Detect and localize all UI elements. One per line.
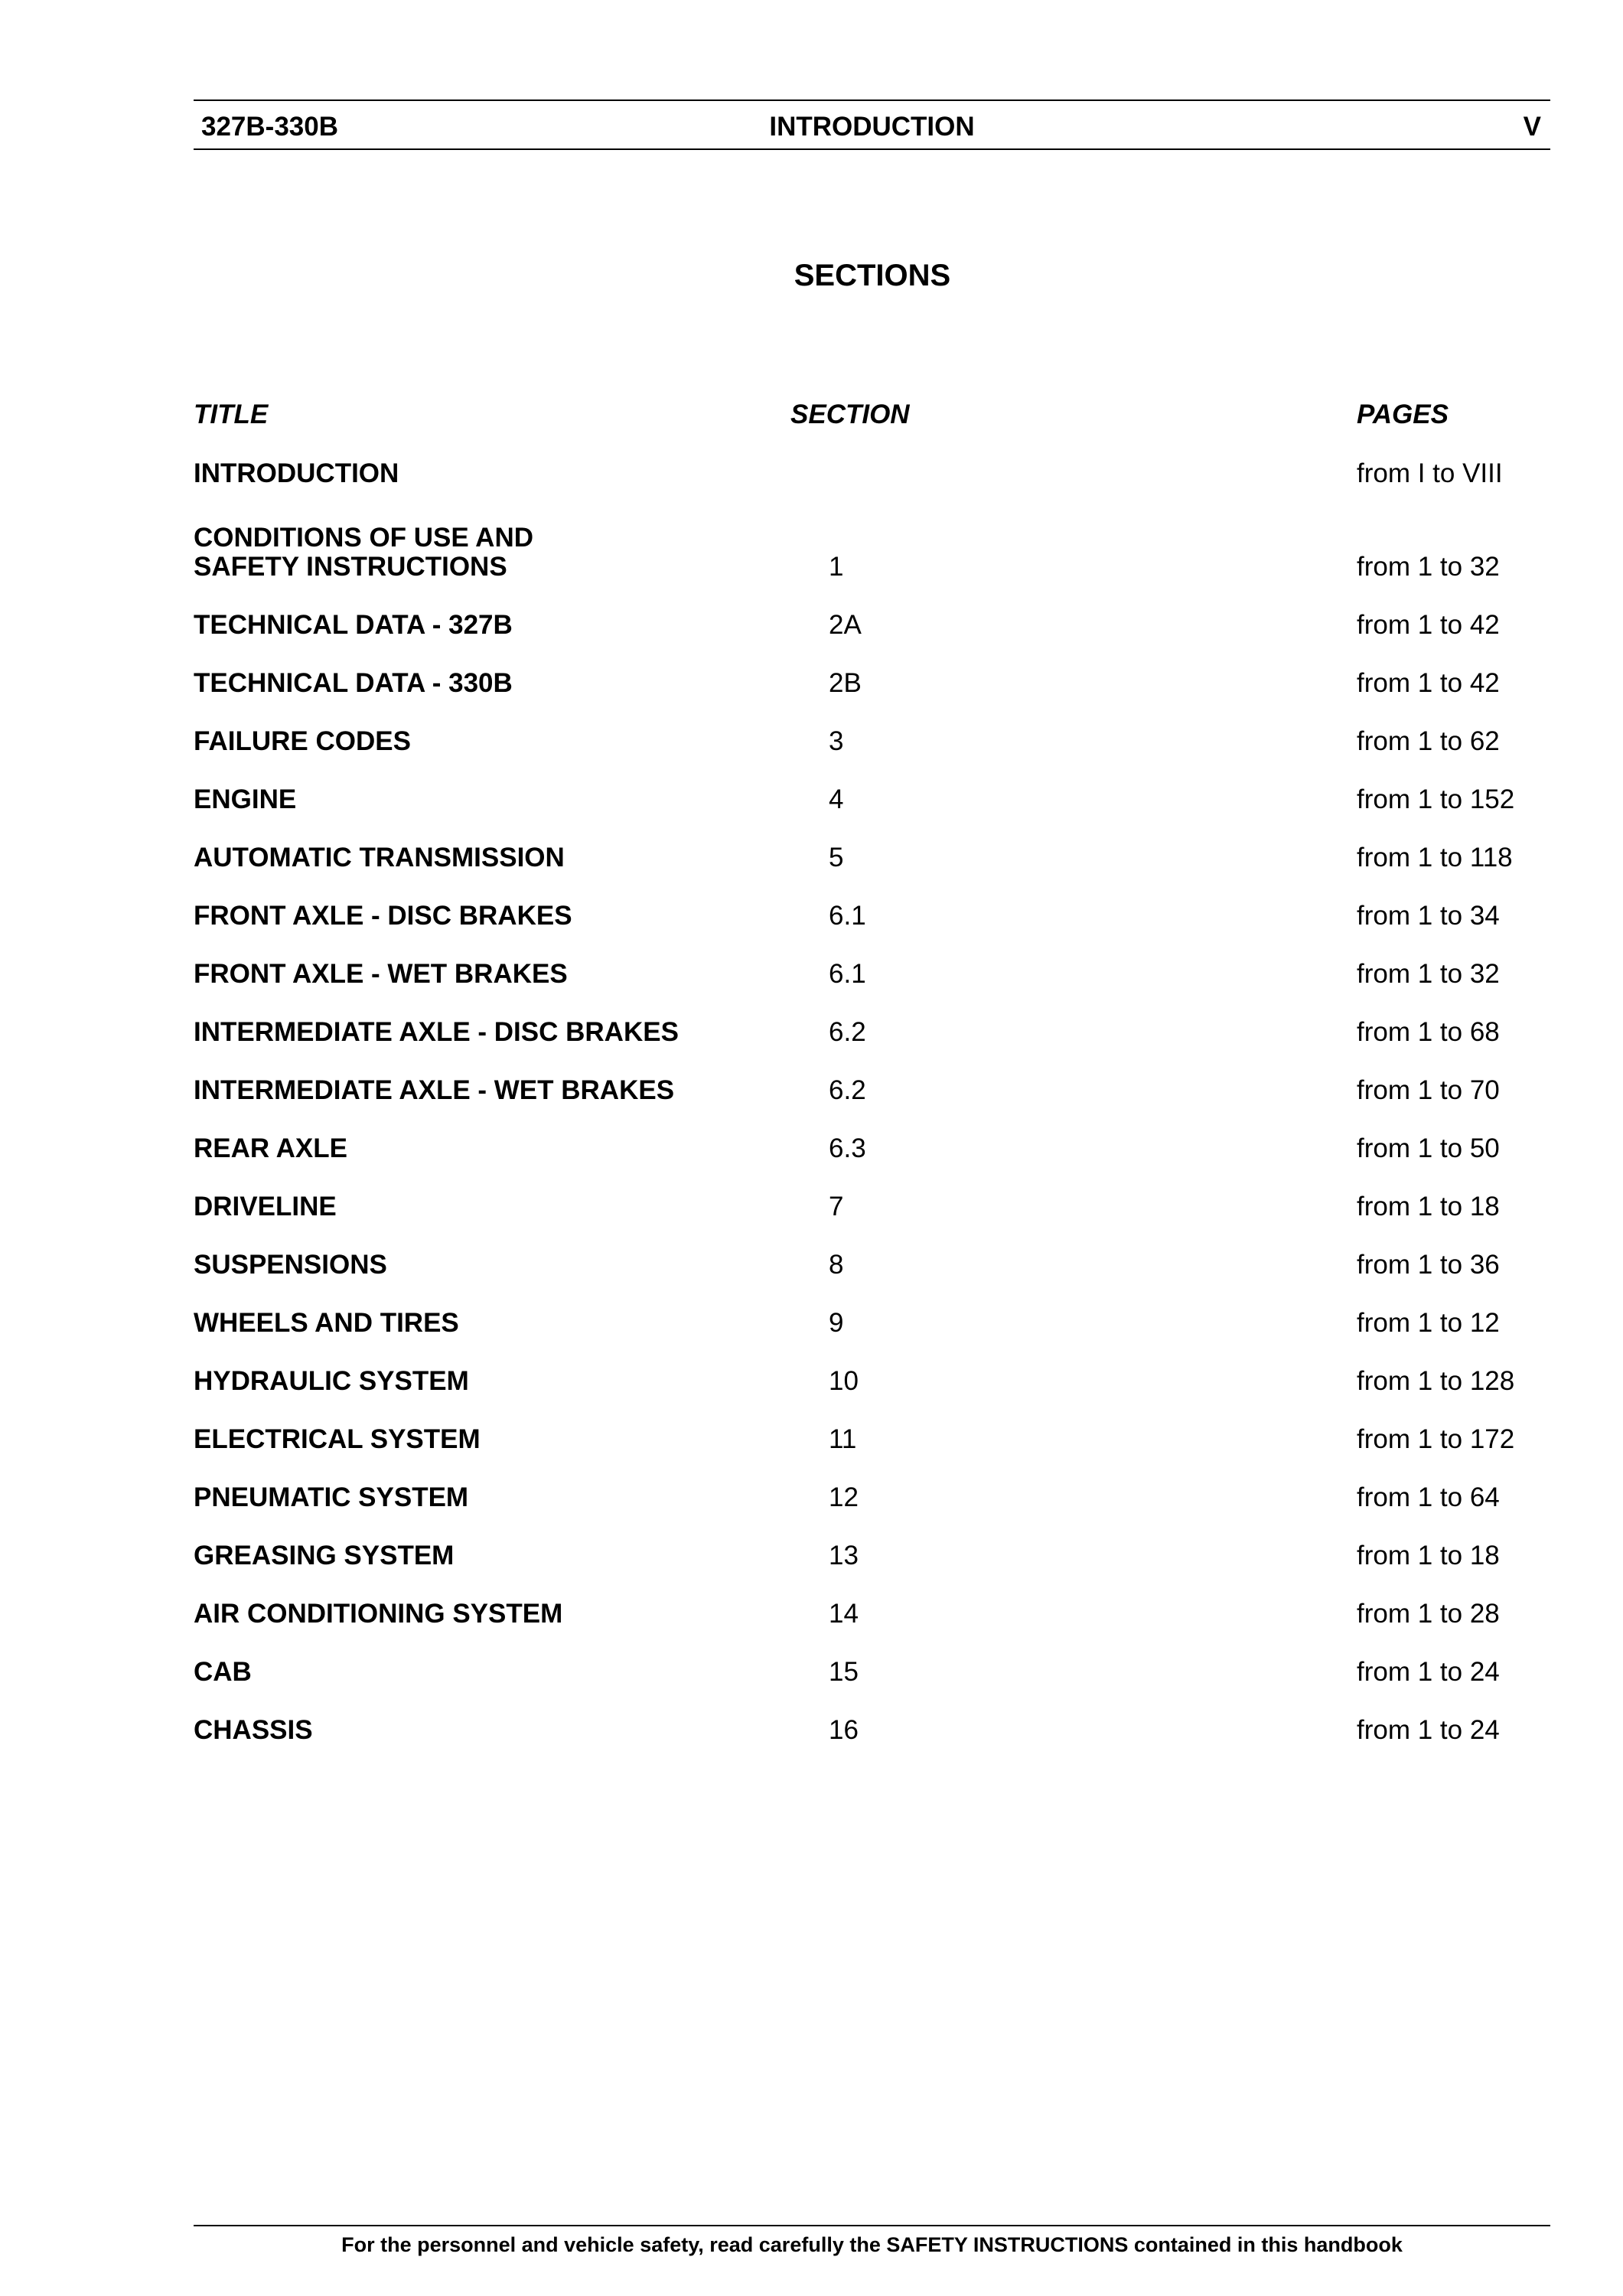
row-section: 4: [829, 784, 844, 814]
row-title: REAR AXLE: [194, 1133, 347, 1163]
row-pages: from 1 to 24: [1357, 1715, 1500, 1745]
row-title: CONDITIONS OF USE AND SAFETY INSTRUCTIONS: [194, 523, 533, 582]
row-title: TECHNICAL DATA - 327B: [194, 610, 513, 640]
row-pages: from 1 to 36: [1357, 1250, 1500, 1280]
row-pages: from 1 to 70: [1357, 1075, 1500, 1105]
row-title: INTERMEDIATE AXLE - DISC BRAKES: [194, 1017, 679, 1047]
row-pages: from 1 to 42: [1357, 610, 1500, 640]
row-title: FRONT AXLE - DISC BRAKES: [194, 901, 572, 931]
row-pages: from 1 to 172: [1357, 1424, 1515, 1454]
row-section: 6.2: [829, 1075, 866, 1105]
row-pages: from 1 to 34: [1357, 901, 1500, 931]
table-row: [0, 1540, 1623, 1570]
row-title: DRIVELINE: [194, 1192, 337, 1221]
row-pages: from 1 to 152: [1357, 784, 1515, 814]
row-pages: from 1 to 62: [1357, 726, 1500, 756]
table-row: [0, 609, 1623, 640]
row-pages: from 1 to 24: [1357, 1657, 1500, 1687]
row-section: 2B: [829, 668, 862, 698]
footer-safety-note: For the personnel and vehicle safety, read carefully the SAFETY INSTRUCTIONS contained in this handbook: [341, 2233, 1403, 2256]
row-section: 8: [829, 1250, 844, 1280]
chapter-title: INTRODUCTION: [769, 112, 975, 142]
row-section: 6.2: [829, 1017, 866, 1047]
column-header-pages: PAGES: [1357, 400, 1449, 429]
row-section: 3: [829, 726, 844, 756]
table-row: [0, 726, 1623, 756]
row-pages: from 1 to 32: [1357, 552, 1500, 582]
row-pages: from 1 to 42: [1357, 668, 1500, 698]
row-section: 6.1: [829, 901, 866, 931]
row-title: INTERMEDIATE AXLE - WET BRAKES: [194, 1075, 675, 1105]
row-title: PNEUMATIC SYSTEM: [194, 1482, 469, 1512]
table-row: [0, 523, 1623, 582]
row-title: ENGINE: [194, 784, 297, 814]
table-row: [0, 842, 1623, 872]
row-pages: from 1 to 50: [1357, 1133, 1500, 1163]
row-pages: from 1 to 128: [1357, 1366, 1515, 1396]
row-pages: from 1 to 118: [1357, 843, 1513, 872]
row-pages: from 1 to 32: [1357, 959, 1500, 989]
table-row: [0, 784, 1623, 814]
row-pages: from 1 to 64: [1357, 1482, 1500, 1512]
row-title: SUSPENSIONS: [194, 1250, 387, 1280]
table-row: [0, 1249, 1623, 1280]
table-row: [0, 1307, 1623, 1338]
row-section: 2A: [829, 610, 862, 640]
row-section: 11: [829, 1424, 857, 1454]
row-pages: from 1 to 68: [1357, 1017, 1500, 1047]
row-title: INTRODUCTION: [194, 458, 399, 488]
table-row: [0, 1365, 1623, 1396]
column-header-section: SECTION: [790, 400, 910, 429]
row-title: WHEELS AND TIRES: [194, 1308, 459, 1338]
row-section: 1: [829, 552, 844, 582]
row-pages: from 1 to 18: [1357, 1192, 1500, 1221]
table-row: [0, 1424, 1623, 1454]
row-title: HYDRAULIC SYSTEM: [194, 1366, 469, 1396]
table-row: [0, 900, 1623, 931]
row-section: 6.3: [829, 1133, 866, 1163]
row-section: 12: [829, 1482, 859, 1512]
row-section: 16: [829, 1715, 859, 1745]
row-section: 15: [829, 1657, 859, 1687]
table-row: [0, 458, 1623, 488]
row-section: 14: [829, 1599, 859, 1629]
table-row: [0, 1075, 1623, 1105]
table-row: [0, 1598, 1623, 1629]
row-pages: from 1 to 28: [1357, 1599, 1500, 1629]
row-title: FAILURE CODES: [194, 726, 411, 756]
row-title: TECHNICAL DATA - 330B: [194, 668, 513, 698]
table-row: [0, 1714, 1623, 1745]
table-row: [0, 1133, 1623, 1163]
row-pages: from 1 to 12: [1357, 1308, 1500, 1338]
table-row: [0, 1016, 1623, 1047]
row-title: GREASING SYSTEM: [194, 1541, 455, 1570]
row-section: 7: [829, 1192, 844, 1221]
model-number: 327B-330B: [201, 112, 338, 142]
row-title: CAB: [194, 1657, 252, 1687]
row-title: FRONT AXLE - WET BRAKES: [194, 959, 568, 989]
row-section: 10: [829, 1366, 859, 1396]
footer-divider: [194, 2225, 1550, 2226]
table-row: [0, 1482, 1623, 1512]
row-pages: from I to VIII: [1357, 458, 1503, 488]
page-number: V: [1523, 112, 1541, 142]
row-title: AIR CONDITIONING SYSTEM: [194, 1599, 563, 1629]
row-title: ELECTRICAL SYSTEM: [194, 1424, 481, 1454]
table-row: [0, 1656, 1623, 1687]
row-pages: from 1 to 18: [1357, 1541, 1500, 1570]
page-title: SECTIONS: [794, 259, 951, 292]
table-row: [0, 958, 1623, 989]
row-title: AUTOMATIC TRANSMISSION: [194, 843, 565, 872]
row-section: 13: [829, 1541, 859, 1570]
row-section: 5: [829, 843, 844, 872]
row-section: 9: [829, 1308, 844, 1338]
table-row: [0, 1191, 1623, 1221]
row-title: CHASSIS: [194, 1715, 313, 1745]
column-header-title: TITLE: [194, 400, 269, 429]
table-row: [0, 667, 1623, 698]
row-section: 6.1: [829, 959, 866, 989]
